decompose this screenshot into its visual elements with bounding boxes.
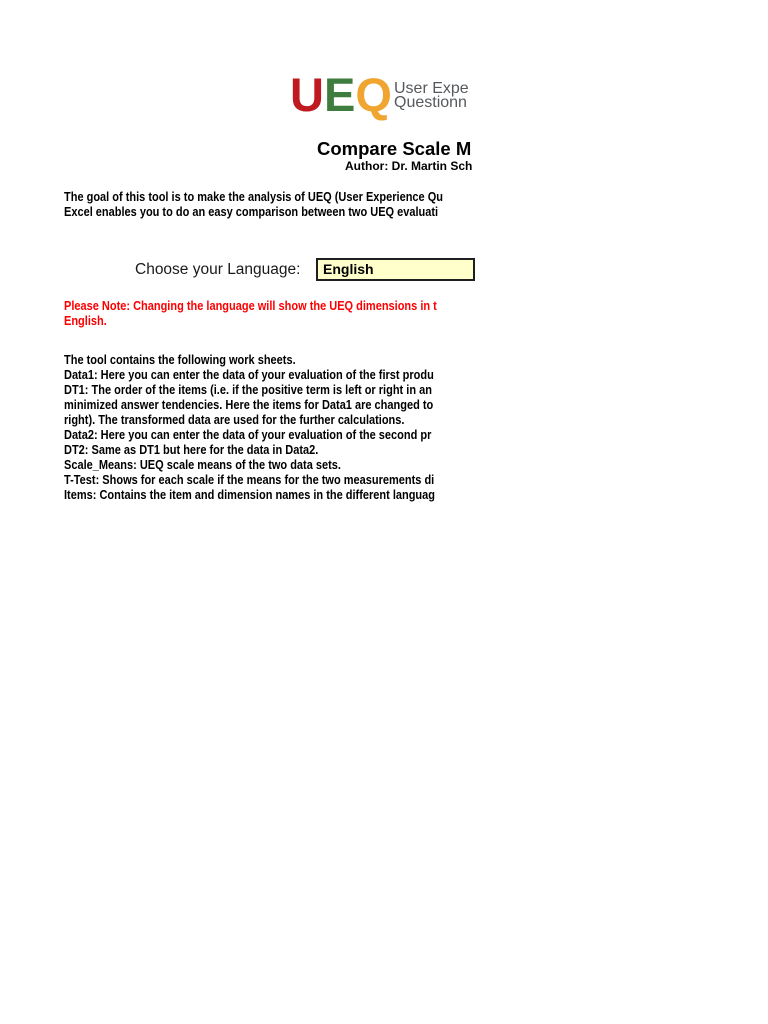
ueq-logo-letter-q: Q <box>355 68 392 121</box>
worksheet-line-dt1-cont1: minimized answer tendencies. Here the items for Data1 are changed to <box>64 398 434 412</box>
worksheet-line-scale-means: Scale_Means: UEQ scale means of the two data sets. <box>64 458 341 472</box>
worksheet-line-items: Items: Contains the item and dimension names in the different languag <box>64 488 436 502</box>
tagline-line-2: Questionn <box>394 94 467 111</box>
tagline-line-1: User Expe <box>394 80 469 97</box>
note-paragraph <box>64 299 479 329</box>
worksheet-line-t-test: T-Test: Shows for each scale if the means for the two measurements di <box>64 473 435 487</box>
worksheet-line-dt2: DT2: Same as DT1 but here for the data in Data2. <box>64 443 319 457</box>
worksheet-line-dt1: DT1: The order of the items (i.e. if the positive term is left or right in an <box>64 383 432 397</box>
intro-line-2: Excel enables you to do an easy comparison between two UEQ evaluati <box>64 205 439 219</box>
worksheet-line-data1: Data1: Here you can enter the data of your evaluation of the first produ <box>64 368 434 382</box>
worksheet-line-intro: The tool contains the following work sheets. <box>64 353 296 367</box>
worksheet-list <box>64 353 479 503</box>
intro-paragraph <box>64 190 479 220</box>
note-line-1: Please Note: Changing the language will show the UEQ dimensions in t <box>64 299 437 313</box>
note-line-2: English. <box>64 314 107 328</box>
language-label: Choose your Language: <box>135 261 301 278</box>
ueq-logo-tagline <box>394 82 469 110</box>
intro-line-1: The goal of this tool is to make the analysis of UEQ (User Experience Qu <box>64 190 443 204</box>
worksheet-line-dt1-cont2: right). The transformed data are used for the further calculations. <box>64 413 405 427</box>
page-title: Compare Scale M <box>317 138 472 159</box>
ueq-logo <box>290 68 392 121</box>
language-select[interactable]: English <box>316 258 475 281</box>
ueq-logo-letter-u: U <box>290 68 324 121</box>
ueq-logo-letter-e: E <box>323 68 356 121</box>
worksheet-line-data2: Data2: Here you can enter the data of your evaluation of the second pr <box>64 428 432 442</box>
author-line: Author: Dr. Martin Sch <box>345 159 473 173</box>
